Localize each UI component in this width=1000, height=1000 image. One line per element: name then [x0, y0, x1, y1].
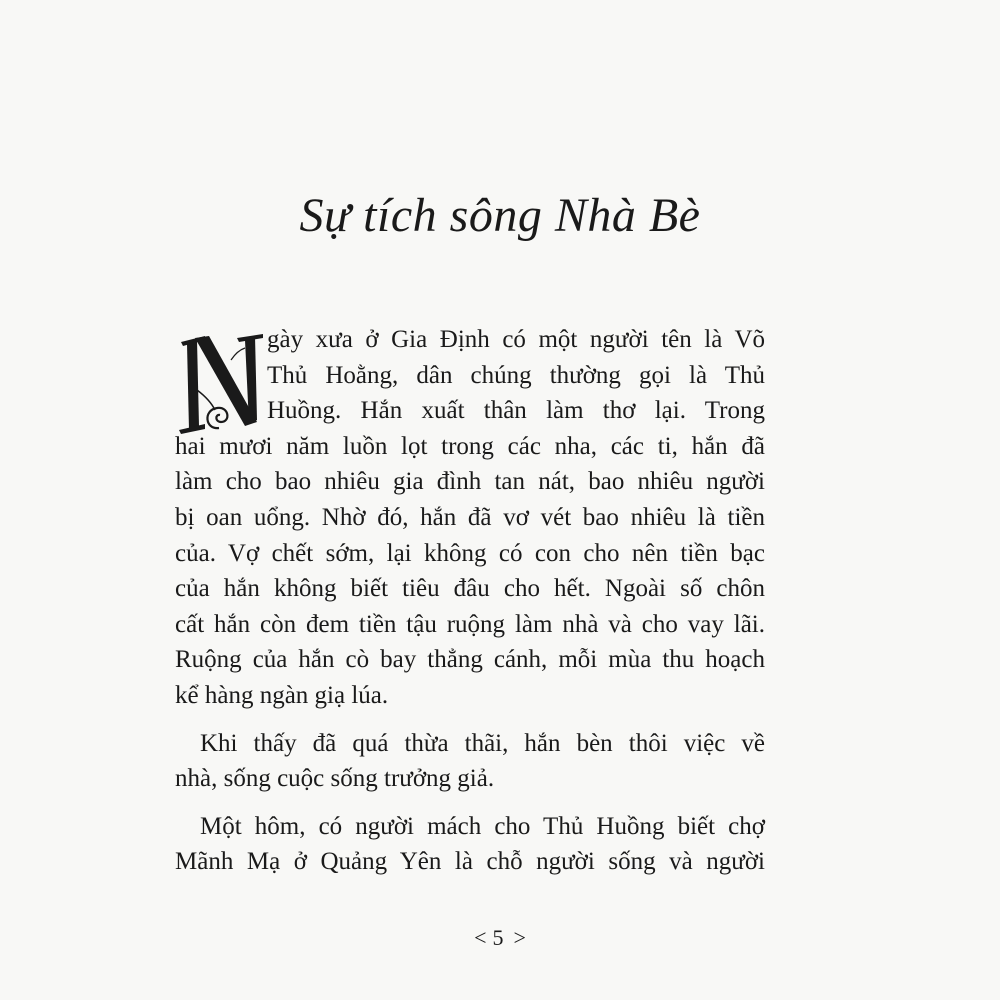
text-line: cất hắn còn đem tiền tậu ruộng làm nhà và cho vay lãi.: [175, 610, 765, 638]
paragraph-2: [175, 726, 765, 797]
body-text: [175, 322, 765, 880]
text-line-content: Khi thấy đã quá thừa thãi, hắn bèn thôi việc về: [200, 729, 765, 757]
page-number-left: <: [474, 925, 493, 950]
text-line: làm cho bao nhiêu gia đình tan nát, bao nhiêu người: [175, 468, 765, 496]
text-line: của. Vợ chết sớm, lại không có con cho nên tiền bạc: [175, 539, 765, 567]
text-line: kể hàng ngàn giạ lúa.: [175, 681, 389, 709]
text-line: Thủ Hoằng, dân chúng thường gọi là Thủ: [267, 361, 765, 389]
text-line: Ruộng của hắn cò bay thẳng cánh, mỗi mùa thu hoạch: [175, 646, 765, 674]
text-line-content: Một hôm, có người mách cho Thủ Huồng biết chợ: [200, 812, 765, 840]
text-line: bị oan uổng. Nhờ đó, hắn đã vơ vét bao nhiêu là tiền: [175, 503, 765, 531]
text-line: Mãnh Mạ ở Quảng Yên là chỗ người sống và người: [175, 848, 765, 876]
text-line: [175, 809, 765, 845]
paragraph-3: [175, 809, 765, 880]
paragraph-gap: [175, 714, 765, 726]
text-line: Huồng. Hắn xuất thân làm thơ lại. Trong: [267, 397, 765, 425]
text-line: của hắn không biết tiêu đâu cho hết. Ngoài số chôn: [175, 575, 765, 603]
paragraph-1: [175, 322, 765, 714]
text-line: gày xưa ở Gia Định có một người tên là Võ: [267, 326, 765, 353]
page-number-right: >: [513, 925, 526, 950]
text-line: [175, 726, 765, 762]
text-line: hai mươi năm luồn lọt trong các nha, các ti, hắn đã: [175, 432, 765, 460]
text-line: nhà, sống cuộc sống trưởng giả.: [175, 765, 495, 793]
page-number: [0, 925, 1000, 951]
page-number-value: 5: [492, 925, 508, 950]
paragraph-gap: [175, 797, 765, 809]
page-title: Sự tích sông Nhà Bè: [299, 189, 701, 242]
